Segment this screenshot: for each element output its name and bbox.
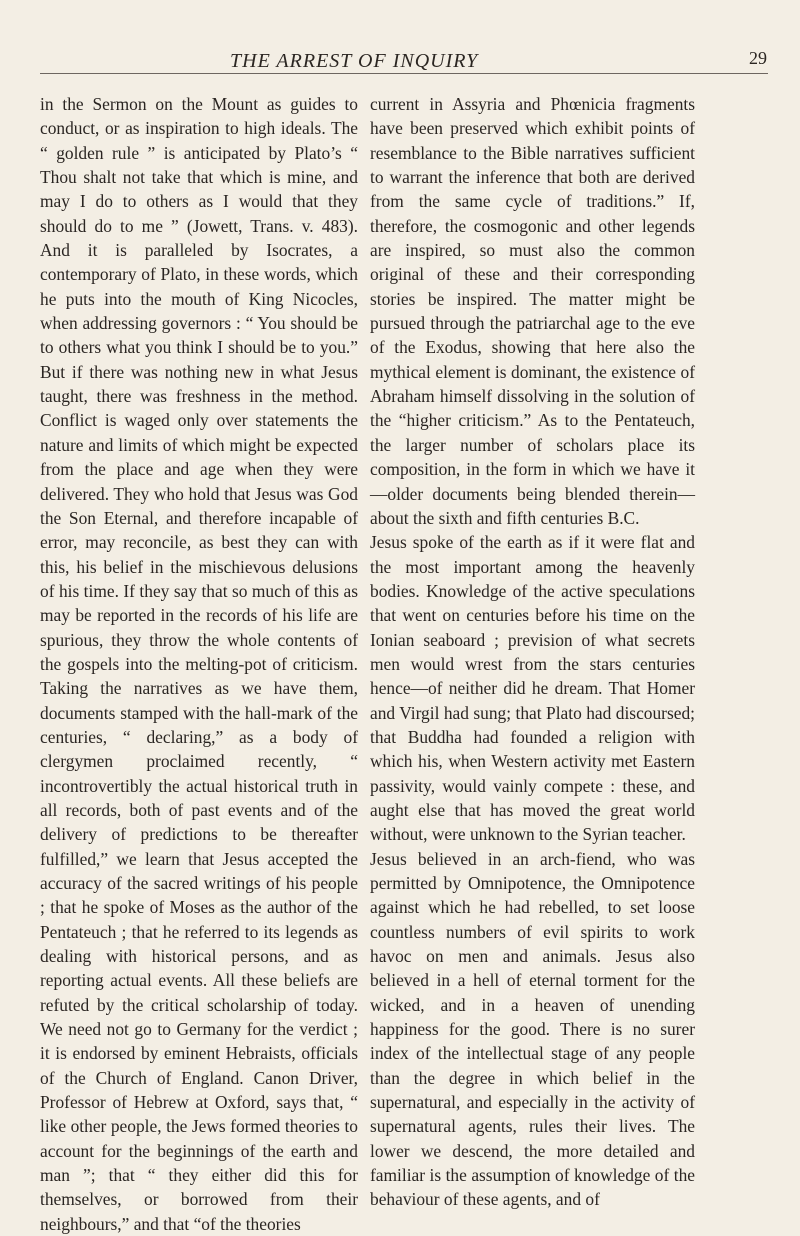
- left-column: [40, 92, 358, 1236]
- paragraph: Jesus believed in an arch-fiend, who was permitted by Omnipotence, the Omnipotence against which he had rebelled, to set loose countless numbers of evil spirits to work havoc on men and animals. Jesus also believed in a hell of eternal torment for the wicked, and in a heaven of unending happiness for the good. There is no surer index of the intellectual stage of any people than the degree in which belief in the supernatural, and especially in the activity of supernatural agents, rules their lives. The lower we descend, the more detailed and familiar is the assumption of knowledge of the behaviour of these agents, and of: [370, 848, 695, 1210]
- header-rule: [40, 73, 768, 74]
- right-column: [370, 92, 695, 1212]
- page-number: 29: [749, 48, 767, 68]
- paragraph: current in Assyria and Phœnicia fragments have been preserved which exhibit points of resemblance to the Bible narratives sufficient to warrant the inference that both are derived from the same cycle of traditions.” If, therefore, the cosmogonic and other legends are inspired, so must also the common original of these and their corresponding stories be inspired. The matter might be pursued through the patriarchal age to the eve of the Exodus, showing that here also the mythical element is dominant, the existence of Abraham himself dissolving in the solution of the “higher criticism.” As to the Pentateuch, the larger number of scholars place its composition, in the form in which we have it—older documents being blended therein—about the sixth and fifth centuries B.C.: [370, 94, 695, 528]
- running-title: THE ARREST OF INQUIRY: [230, 50, 479, 72]
- paragraph: Jesus spoke of the earth as if it were flat and the most important among the heavenly bodies. Knowledge of the active speculations that went on centuries before his time on the Ionian seaboard ; prevision of what secrets men would wrest from the stars centuries hence—of neither did he dream. That Homer and Virgil had sung; that Plato had discoursed; that Buddha had founded a religion with which his, when Western activity met Eastern passivity, would vainly compete : these, and aught else that has moved the great world without, were unknown to the Syrian teacher.: [370, 532, 695, 845]
- paragraph: in the Sermon on the Mount as guides to conduct, or as inspiration to high ideals. The “ golden rule ” is anticipated by Plato’s “ Thou shalt not take that which is mine, and may I do to others as I would that they should do to me ” (Jowett, Trans. v. 483). And it is paralleled by Isocrates, a contemporary of Plato, in these words, which he puts into the mouth of King Nicocles, when addressing governors : “ You should be to others what you think I should be to you.” But if there was nothing new in what Jesus taught, there was freshness in the method. Conflict is waged only over statements the nature and limits of which might be expected from the place and age when they were delivered. They who hold that Jesus was God the Son Eternal, and therefore incapable of error, may reconcile, as best they can with this, his belief in the mischievous delusions of his time. If they say that so much of this as may be reported in the records of his life are spurious, they throw the whole contents of the gospels into the melting-pot of criticism. Taking the narratives as we have them, documents stamped with the hall-mark of the centuries, “ declaring,” as a body of clergymen proclaimed recently, “ incontrovertibly the actual historical truth in all records, both of past events and of the delivery of predictions to be thereafter fulfilled,” we learn that Jesus accepted the accuracy of the sacred writings of his people ; that he spoke of Moses as the author of the Pentateuch ; that he referred to its legends as dealing with historical persons, and as reporting actual events. All these beliefs are refuted by the critical scholarship of today. We need not go to Germany for the verdict ; it is endorsed by eminent Hebraists, officials of the Church of England. Canon Driver, Professor of Hebrew at Oxford, says that, “ like other people, the Jews formed theories to account for the beginnings of the earth and man ”; that “ they either did this for themselves, or borrowed from their neighbours,” and that “of the theories: [40, 94, 358, 1234]
